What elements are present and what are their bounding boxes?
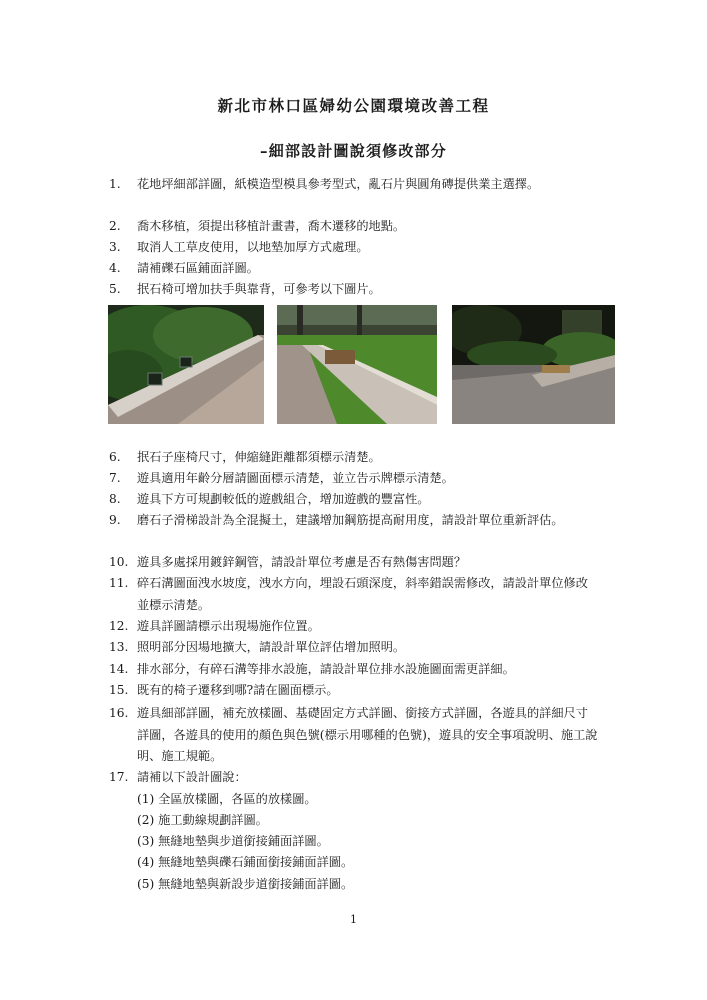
item-text: 遊具細部詳圖，補充放樣圖、基礎固定方式詳圖、銜接方式詳圖，各遊具的詳細尺寸詳圖，各遊具的使用的顏色與色號(標示用哪種的色號)，遊具的安全事項說明、施工說明、施工規範。: [137, 706, 598, 763]
page-number: 1: [350, 913, 357, 926]
item-number: 12.: [109, 619, 129, 633]
item-number: 9.: [109, 513, 121, 527]
document-subtitle: –細部設計圖說須修改部分: [260, 142, 447, 160]
item-text: 花地坪細部詳圖，紙模造型模具參考型式，亂石片與圓角磚提供業主選擇。: [137, 177, 540, 191]
list-item: [109, 216, 599, 238]
list-item: [109, 258, 599, 280]
item-number: 17.: [109, 770, 129, 784]
item-text: 抿石椅可增加扶手與靠背，可參考以下圖片。: [137, 282, 381, 296]
item-number: 1.: [109, 177, 121, 191]
sub-list-item: (1) 全區放樣圖，各區的放樣圖。: [137, 792, 317, 806]
list-item: [109, 680, 599, 702]
item-number: 8.: [109, 492, 121, 506]
sub-list-item: (3) 無縫地墊與步道銜接鋪面詳圖。: [137, 834, 329, 848]
list-item: [109, 573, 599, 616]
bench-photo-2: [277, 305, 437, 424]
item-text: 喬木移植，須提出移植計畫書，喬木遷移的地點。: [137, 219, 406, 233]
item-text: 請補以下設計圖說：: [137, 770, 247, 784]
list-item: [109, 174, 599, 196]
sub-list-item: (5) 無縫地墊與新設步道銜接鋪面詳圖。: [137, 877, 354, 891]
list-item: [109, 237, 599, 259]
item-number: 13.: [109, 640, 129, 654]
item-text: 磨石子滑梯設計為全混擬土，建議增加鋼筋提高耐用度，請設計單位重新評估。: [137, 513, 564, 527]
item-number: 14.: [109, 662, 129, 676]
item-text: 照明部分因場地擴大，請設計單位評估增加照明。: [137, 640, 406, 654]
list-item: [109, 447, 599, 469]
item-text: 抿石子座椅尺寸，伸縮縫距離都須標示清楚。: [137, 450, 381, 464]
item-number: 11.: [109, 576, 129, 590]
item-text: 遊具詳圖請標示出現場施作位置。: [137, 619, 320, 633]
item-number: 15.: [109, 683, 129, 697]
item-number: 5.: [109, 282, 121, 296]
item-number: 10.: [109, 555, 129, 569]
list-item: [109, 703, 599, 768]
document-title: 新北市林口區婦幼公園環境改善工程: [217, 96, 490, 115]
item-text: 取消人工草皮使用，以地墊加厚方式處理。: [137, 240, 369, 254]
list-item: [109, 767, 599, 789]
item-number: 4.: [109, 261, 121, 275]
item-text: 遊具多處採用鍍鋅鋼管，請設計單位考慮是否有熱傷害問題？: [137, 555, 467, 569]
item-number: 16.: [109, 706, 129, 720]
item-number: 7.: [109, 471, 121, 485]
list-item: [109, 659, 599, 681]
list-item: [109, 616, 599, 638]
bench-photo-3: [452, 305, 615, 424]
item-text: 請補礫石區鋪面詳圖。: [137, 261, 259, 275]
list-item: [109, 637, 599, 659]
list-item: [109, 489, 599, 511]
item-text: 碎石溝圖面洩水坡度，洩水方向，埋設石頭深度，斜率錯誤需修改，請設計單位修改並標示清楚。: [137, 576, 588, 612]
item-number: 3.: [109, 240, 121, 254]
item-text: 既有的椅子遷移到哪?請在圖面標示。: [137, 683, 339, 697]
item-text: 排水部分，有碎石溝等排水設施，請設計單位排水設施圖面需更詳細。: [137, 662, 515, 676]
item-text: 遊具下方可規劃較低的遊戲組合，增加遊戲的豐富性。: [137, 492, 430, 506]
sub-list-item: (4) 無縫地墊與礫石鋪面銜接鋪面詳圖。: [137, 855, 354, 869]
item-text: 遊具適用年齡分層請圖面標示清楚，並立告示牌標示清楚。: [137, 471, 454, 485]
list-item: [109, 510, 599, 532]
list-item: [109, 552, 599, 574]
list-item: [109, 279, 599, 301]
sub-list-item: (2) 施工動線規劃詳圖。: [137, 813, 268, 827]
item-number: 2.: [109, 219, 121, 233]
list-item: [109, 468, 599, 490]
bench-photo-1: [108, 305, 264, 424]
item-number: 6.: [109, 450, 121, 464]
